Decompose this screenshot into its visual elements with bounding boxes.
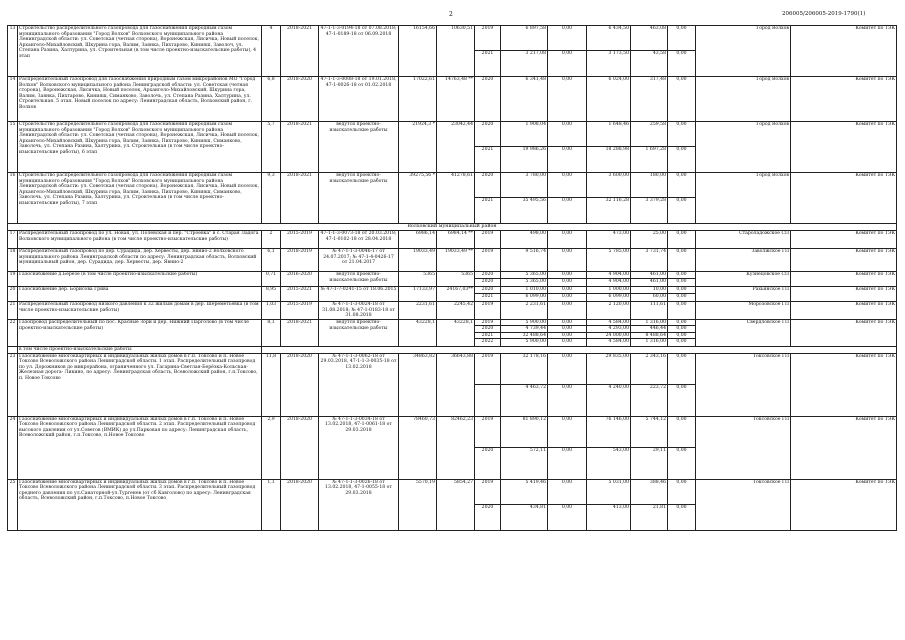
period: 2018-2020	[281, 77, 319, 122]
pipeline-length: 9,3	[262, 173, 281, 224]
table-row	[8, 231, 897, 249]
fin-municipal: 259,58 1 697,28	[631, 122, 668, 173]
pipeline-length: 6,8	[262, 77, 281, 122]
current-cost: 23042,44	[437, 122, 475, 173]
fin-federal: 0,00	[548, 77, 587, 122]
period: 2015-2019	[281, 231, 319, 249]
municipality: Морозовское ГП	[696, 302, 791, 320]
permit-info: ведутся проектно-изыскательские работы	[319, 173, 399, 224]
fin-municipal: 3 731,74	[631, 249, 668, 272]
fin-total: 1 908,04 19 986,26	[501, 122, 548, 173]
estimated-cost: 6986,14	[399, 231, 437, 249]
fin-municipal: 388,46 21,81	[631, 479, 668, 530]
pipeline-length: 8,1	[262, 320, 281, 347]
row-number: 13	[8, 26, 18, 77]
municipality: Заволжское ГП	[696, 249, 791, 272]
current-cost: 24167,03**	[437, 287, 475, 302]
row-number: 16	[8, 173, 18, 224]
fin-regional: 1 648,46 18 288,98	[587, 122, 631, 173]
table-row	[8, 272, 897, 287]
fin-year: 2019 2020	[475, 479, 501, 530]
fin-year: 2020 2020	[475, 272, 501, 287]
fin-federal: 0,00 0,00	[548, 272, 587, 287]
row-number: 23	[8, 353, 18, 416]
table-row-note	[8, 347, 897, 354]
fin-regional: 473,00	[587, 231, 631, 249]
fin-municipal: 180,00 3 379,28	[631, 173, 668, 224]
table-row	[8, 173, 897, 224]
municipality: Рахьинское ГП	[696, 287, 791, 302]
period: 2018-2021	[281, 26, 319, 77]
fin-regional: 4 904,00 4 904,00	[587, 272, 631, 287]
table-row	[8, 287, 897, 302]
fin-federal: 0,00 0,00	[548, 122, 587, 173]
estimated-cost: 5570,19	[399, 479, 437, 530]
permit-info: ведутся проектно-изыскательские работы	[319, 320, 399, 347]
estimated-cost: 17133,97	[399, 287, 437, 302]
table-row	[8, 416, 897, 479]
fin-regional: 6 024,00	[587, 77, 631, 122]
permit-info: ведутся проектно-изыскательские работы	[319, 122, 399, 173]
fin-year: 2019	[475, 353, 501, 416]
object-name: Строительство распределительного газопровода для газоснабжения природным газом муниципального образования "Город Волхов" Волховского муниципального района Ленинградской области: ул. Советская (четная сторона), Воронежская, Лисичка, Новый поселок, Архангело-Михайловский, Шкурина гора, Валим, Заянка, Пихтарово, Кинияш, Симанково, Заволочь, ул. Степана Разина, Халтурина, ул. Строительная (в том числе проектно-изыскательские работы), 7 этап	[18, 173, 262, 224]
object-name: Газоснабжение многоквартирных и индивидуальных жилых домов в г.п. Токсово и п. Новое Токсово Всеволожского района Ленинградской области. 2 этап. Распределительный газопровод высокого давления от ул.Советов (ВМИК) до ул.Парковая по адресу: Ленинградская область, Всеволожский район, г.п.Токсово, п.Новое Токсово	[18, 416, 262, 479]
current-cost: 43228,1	[437, 320, 475, 347]
fin-other: 0,00	[668, 231, 696, 249]
row-number: 15	[8, 122, 18, 173]
estimated-cost: 21924,3 *	[399, 122, 437, 173]
responsible-committee: Комитет по ТЭК	[791, 122, 897, 173]
period: 2018-2020	[281, 416, 319, 479]
fin-other: 0,00 0,00	[668, 122, 696, 173]
period: 2015-2019	[281, 302, 319, 320]
object-name: Распределительный газопровод низкого давления к 32 жилым домам в дер. Шереметьевка (в том числе проектно-изыскательские работы)	[18, 302, 262, 320]
permit-info: ведутся проектно-изыскательские работы	[319, 272, 399, 287]
period: 2018-2019	[281, 249, 319, 272]
current-cost: 36643,88	[437, 353, 475, 416]
current-cost: 5854,27	[437, 479, 475, 530]
permit-info: № 47-1-1-3-0062-18 от 29.03.2018, 47-1-1-3-0035-18 от 13.02.2018	[319, 353, 399, 416]
fin-federal: 0,00	[548, 302, 587, 320]
fin-regional: 5 785,00	[587, 249, 631, 272]
permit-info: № 47-1-7-0241-15 от 18.06.2015	[319, 287, 399, 302]
object-name: Газоснабжение дер. Борисова Грива	[18, 287, 262, 302]
fin-municipal: 317,48	[631, 77, 668, 122]
current-cost: 5365	[437, 272, 475, 287]
current-cost: 14763,48 **	[437, 77, 475, 122]
object-name: Распределительный газопровод для газоснабжения природным газом микрорайонов МО "Город Волхов" Волховского муниципального района Ленинградской области: ул. Советская (четная сторона), Воронежская, Лисичка, Новый поселок, Архангело-Михайловский, Шкурина гора, Валим, Заянка, Пихтарово, Кинияш, Симанково, Заволочь, ул. Степана Разина, Халтурина, ул. Строительная. 5 этап. Новый поселок по адресу: Ленинградская область, Волховский район, г. Волхов	[18, 77, 262, 122]
fin-federal: 0,00 0,00	[548, 353, 587, 416]
row-number: 19	[8, 272, 18, 287]
estimated-cost: 16154,66	[399, 26, 437, 77]
fin-year: 2020 2021	[475, 173, 501, 224]
municipality: Староладожское СП	[696, 231, 791, 249]
row-number: 18	[8, 249, 18, 272]
municipality: Город Волхов	[696, 122, 791, 173]
fin-other: 0,00 0,00	[668, 173, 696, 224]
fin-federal: 0,00	[548, 249, 587, 272]
estimated-cost: 5365	[399, 272, 437, 287]
fin-regional: 4 584,00 4 293,00 24 000,00 4 584,00	[587, 320, 631, 347]
fin-year: 2020 2021	[475, 122, 501, 173]
fin-total: 81 890,12 572,11	[501, 416, 548, 479]
object-name: Газоснабжение многоквартирных и индивидуальных жилых домов в г.п. Токсово и п. Новое Токсово Всеволожского района Ленинградской области. 3 этап. Распределительный газопровод среднего давления по ул.Санаторной-ул.Тургенев (от сб Кавголово) по адресу: Ленинградская область, Всеволожский район, г.п.Токсово, п.Новое Токсово	[18, 479, 262, 530]
fin-total: 2 231,61	[501, 302, 548, 320]
fin-municipal: 463,08 43,58	[631, 26, 668, 77]
fin-year: 2019	[475, 231, 501, 249]
period: 2018-2021	[281, 173, 319, 224]
permit-info: 47-1-1-3-0073-18 от 20.03.2018; 47-1-0102-18 от 28.04.2018	[319, 231, 399, 249]
fin-total: 498,00	[501, 231, 548, 249]
current-cost: 10630,51	[437, 26, 475, 77]
pipeline-length: 5,7	[262, 122, 281, 173]
region-row: Волховский муниципальный район	[8, 224, 897, 231]
fin-regional: 3 600,00 32 116,28	[587, 173, 631, 224]
fin-total: 5 900,00 4 739,44 32 488,64 5 900,00	[501, 320, 548, 347]
fin-year: 2019 2021	[475, 26, 501, 77]
document-id: 206005/206005-2019-1790(1)	[782, 11, 866, 17]
estimated-cost: 78460,73	[399, 416, 437, 479]
pipeline-length: 1,1	[262, 479, 281, 530]
fin-regional: 76 146,00 543,00	[587, 416, 631, 479]
object-name: Строительство распределительного газопровода для газоснабжения природным газом муниципального образования "Город Волхов" Волховского муниципального района Ленинградской области: ул. Советская (четная сторона), Воронежская, Лисичка, Новый поселок, Архангело-Михайловский, Шкурина гора, Валим, Заянка, Пихтарово, Кинияш, Симанково, Заволочь, ул. Степана Разина, Халтурина, ул. Строительная (в том числе проектно-изыскательские работы), 6 этап	[18, 122, 262, 173]
responsible-committee: Комитет по ТЭК	[791, 320, 897, 347]
fin-year: 2019 2020 2021 2022	[475, 320, 501, 347]
estimated-cost: 34863,82	[399, 353, 437, 416]
fin-other: 0,00 0,00	[668, 479, 696, 530]
current-cost: 41278,61	[437, 173, 475, 224]
current-cost: 19033,49 **	[437, 249, 475, 272]
fin-other: 0,00 0,00 0,00 0,00	[668, 320, 696, 347]
responsible-committee: Комитет по ТЭК	[791, 479, 897, 530]
fin-year: 2020	[475, 77, 501, 122]
table-row	[8, 320, 897, 347]
pipeline-length: 6,1	[262, 249, 281, 272]
fin-other: 0,00	[668, 302, 696, 320]
fin-other: 0,00 0,00	[668, 416, 696, 479]
fin-total: 9 516,74	[501, 249, 548, 272]
fin-federal: 0,00 0,00	[548, 416, 587, 479]
period: 2018-2020	[281, 479, 319, 530]
period: 2018-2020	[281, 353, 319, 416]
object-name: Газоснабжение многоквартирных и индивидуальных жилых домов в г.п. Токсово и п. Новое Токсово Всеволожского района Ленинградской области. 1 этап. Распределительный газопровод по ул. Дорожников до микрорайона, ограниченного ул. Гагарина-Светлая-Берёзка-Кольская-Железная дорога- Ликино, по адресу: Ленинградская область, Всеволожский район, г.п.Токсово, п. Новое Токсово	[18, 353, 262, 416]
pipeline-length: 1,03	[262, 302, 281, 320]
pipeline-length: 2	[262, 231, 281, 249]
fin-year: 2019	[475, 249, 501, 272]
row-number: 20	[8, 287, 18, 302]
responsible-committee: Комитет по ТЭК	[791, 173, 897, 224]
table-row	[8, 26, 897, 77]
fin-regional: 29 835,00 4 240,00	[587, 353, 631, 416]
fin-other: 0,00 0,00	[668, 287, 696, 302]
municipality: Город Волхов	[696, 77, 791, 122]
fin-municipal: 2 343,16 223,72	[631, 353, 668, 416]
period: 2016-2020	[281, 272, 319, 287]
fin-total: 6 897,58 3 217,08	[501, 26, 548, 77]
row-number: 17	[8, 231, 18, 249]
fin-regional: 5 031,00 413,00	[587, 479, 631, 530]
responsible-committee: Комитет по ТЭК	[791, 287, 897, 302]
fin-federal: 0,00 0,00	[548, 287, 587, 302]
fin-federal: 0,00 0,00	[548, 26, 587, 77]
responsible-committee: Комитет по ТЭК	[791, 249, 897, 272]
investment-table	[7, 25, 897, 531]
fin-total: 1 010,00 6 099,00	[501, 287, 548, 302]
pipeline-length: 0,71	[262, 272, 281, 287]
responsible-committee: Комитет по ТЭК	[791, 77, 897, 122]
municipality: Свердловское ГП	[696, 320, 791, 347]
municipality: Кузнецовское СП	[696, 272, 791, 287]
empty-cell	[8, 347, 18, 354]
row22-note: в том числе проектно-изыскательские работы	[18, 347, 262, 354]
fin-regional: 6 434,50 3 173,50	[587, 26, 631, 77]
fin-federal: 0,00 0,00	[548, 479, 587, 530]
current-cost: 6984,14 **	[437, 231, 475, 249]
fin-municipal: 5 744,12 29,11	[631, 416, 668, 479]
fin-other: 0,00	[668, 77, 696, 122]
table-row	[8, 353, 897, 416]
pipeline-length: 8,95	[262, 287, 281, 302]
object-name: Строительство распределительного газопровода для газоснабжения природным газом муниципального образования "Город Волхов" Волховского муниципального района Ленинградской области: ул. Советская (четная сторона), Воронежская, Лисичка, Новый поселок, Архангело-Михайловский, Шкурина гора, Валим, Заянка, Пихтарово, Кинияш, Заволоч, ул. Степана Разина, Халтурина, ул. Строительная (в том числе проектно-изыскательские работы), 4 этап	[18, 26, 262, 77]
fin-total: 3 780,00 35 495,56	[501, 173, 548, 224]
fin-other: 0,00 0,00	[668, 272, 696, 287]
estimated-cost: 19033,49	[399, 249, 437, 272]
municipality: Город Волхов	[696, 26, 791, 77]
municipality: Токсовское ГП	[696, 416, 791, 479]
table-row	[8, 77, 897, 122]
responsible-committee: Комитет по ТЭК	[791, 231, 897, 249]
fin-year: 2020 2021	[475, 287, 501, 302]
pipeline-length: 2,9	[262, 416, 281, 479]
fin-total: 32 178,16 4 463,72	[501, 353, 548, 416]
table-row	[8, 302, 897, 320]
fin-municipal: 461,00 461,00	[631, 272, 668, 287]
estimated-cost: 2231,61	[399, 302, 437, 320]
permit-info: № 47-1-1-3-0046-17 от 24.07.2017; № 47-1-4-0426-17 от 21.04.2017	[319, 249, 399, 272]
period: 2018-2021	[281, 320, 319, 347]
table-row	[8, 249, 897, 272]
fin-total: 6 341,48	[501, 77, 548, 122]
permit-info: 47-1-1-3-0008-18 от 19.01.2018, 47-1-0026-18 от 01.02.2018	[319, 77, 399, 122]
fin-total: 5 419,46 434,81	[501, 479, 548, 530]
fin-year: 2019	[475, 302, 501, 320]
pipeline-length: 4	[262, 26, 281, 77]
row-number: 14	[8, 77, 18, 122]
period: 2018-2021	[281, 122, 319, 173]
municipality: Токсовское ГП	[696, 353, 791, 416]
fin-regional: 2 120,00	[587, 302, 631, 320]
fin-other: 0,00 0,00	[668, 26, 696, 77]
fin-other: 0,00	[668, 249, 696, 272]
municipality: Город Волхов	[696, 173, 791, 224]
responsible-committee: Комитет по ТЭК	[791, 272, 897, 287]
responsible-committee: Комитет по ТЭК	[791, 416, 897, 479]
fin-federal: 0,00 0,00 0,00 0,00	[548, 320, 587, 347]
fin-municipal: 25,00	[631, 231, 668, 249]
current-cost: 2245,42	[437, 302, 475, 320]
empty-cell	[262, 347, 897, 354]
object-name: Газопровод распределительный по пос. Красные Зори и дер. Нижний Парголово (в том числе проектно-изыскательские работы)	[18, 320, 262, 347]
permit-info: № 47-1-1-3-0034-18 от 13.02.2018, 47-1-0061-18 от 29.03.2018	[319, 416, 399, 479]
row-number: 25	[8, 479, 18, 530]
responsible-committee: Комитет по ТЭК	[791, 353, 897, 416]
period: 2015-2021	[281, 287, 319, 302]
fin-total: 5 365,00 5 365,00	[501, 272, 548, 287]
estimated-cost: 43228,1	[399, 320, 437, 347]
current-cost: 82462,23	[437, 416, 475, 479]
row-number: 22	[8, 320, 18, 347]
permit-info: 47-1-1-3-0194-18 от 07.08.2018; 47-1-0189-18 от 06.09.2018	[319, 26, 399, 77]
estimated-cost: 17022,61	[399, 77, 437, 122]
table-row	[8, 122, 897, 173]
fin-federal: 0,00	[548, 231, 587, 249]
object-name: Газоснабжение д.Березе (в том числе проектно-изыскательские работы)	[18, 272, 262, 287]
fin-regional: 1 000,00 6 099,00	[587, 287, 631, 302]
fin-municipal: 1 316,00 446,44 8 488,64 1 316,00	[631, 320, 668, 347]
permit-info: № 47-1-1-3-0026-18 от 13.02.2018, 47-1-0055-18 от 29.03.2018	[319, 479, 399, 530]
pipeline-length: 11,8	[262, 353, 281, 416]
fin-other: 0,00 0,00	[668, 353, 696, 416]
fin-federal: 0,00 0,00	[548, 173, 587, 224]
page-number: 2	[449, 11, 453, 18]
object-name: Распределительный газопровод по дер. Сурадида, дер. Хервесты, дер. Явнио-2 Волховского муниципального района Ленинградской области по адресу: Ленинградская область, Волховский муниципальный район, дер. Сурадида, дер. Хервесты, дер. Явнио-2	[18, 249, 262, 272]
estimated-cost: 39275,56 *	[399, 173, 437, 224]
fin-year: 2019 2020	[475, 416, 501, 479]
responsible-committee: Комитет по ТЭК	[791, 302, 897, 320]
table-row	[8, 479, 897, 530]
fin-municipal: 10,00 60,00	[631, 287, 668, 302]
fin-municipal: 111,61	[631, 302, 668, 320]
row-number: 24	[8, 416, 18, 479]
object-name: Распределительный газопровод по ул. Новая, ул. Полевская и пер. "Строевка" в с. Старая Ладога Волховского муниципального района (в том числе проектно-изыскательские работы)	[18, 231, 262, 249]
permit-info: № 47-1-1-3-0024-18 от 31.08.2018; № 47-1-0183-18 от 31.08.2018	[319, 302, 399, 320]
row-number: 21	[8, 302, 18, 320]
municipality: Токсовское ГП	[696, 479, 791, 530]
responsible-committee: Комитет по ТЭК	[791, 26, 897, 77]
